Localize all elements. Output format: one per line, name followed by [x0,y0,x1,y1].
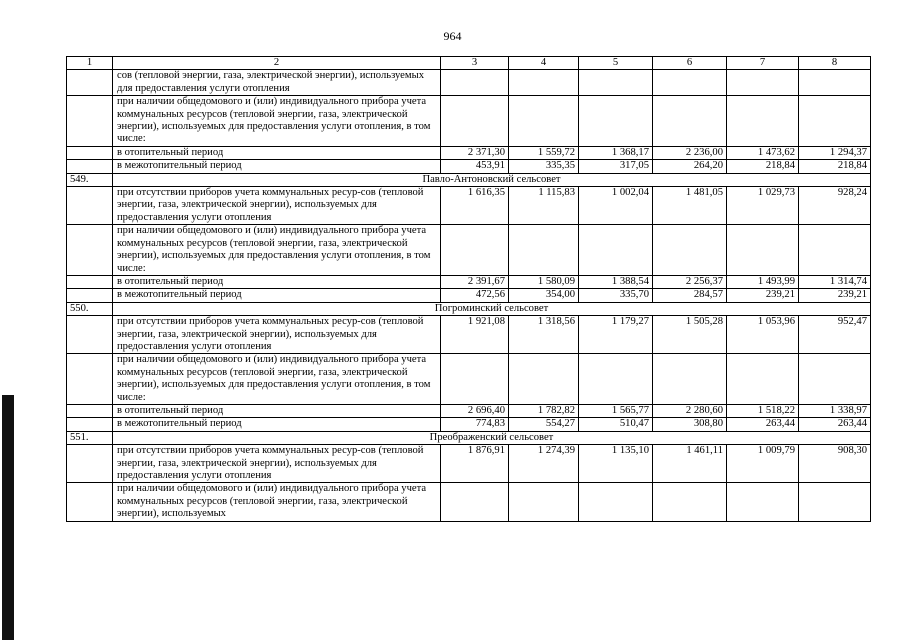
row-description: в межотопительный период [113,289,441,302]
value-cell: 1 493,99 [727,275,799,288]
table-row [67,225,871,276]
section-header-row [67,431,871,444]
table-row [67,418,871,431]
value-cell: 1 473,62 [727,146,799,159]
value-cell: 1 518,22 [727,404,799,417]
row-description: при наличии общедомового и (или) индивидуального прибора учета коммунальных ресурсов (тепловой энергии, газа, электрической энергии), используемых для предоставления услуги отопления, в том числе: [113,96,441,147]
col-header-5: 5 [579,57,653,70]
value-cell: 1 009,79 [727,445,799,483]
value-cell: 453,91 [441,160,509,173]
value-cell: 1 294,37 [799,146,871,159]
tariff-table [66,56,871,522]
value-cell: 1 314,74 [799,275,871,288]
value-cell: 264,20 [653,160,727,173]
value-cell: 1 053,96 [727,316,799,354]
section-header-row [67,302,871,315]
value-cell: 239,21 [799,289,871,302]
value-cell: 952,47 [799,316,871,354]
page-number: 964 [443,29,462,43]
value-cell: 1 274,39 [509,445,579,483]
row-description: при наличии общедомового и (или) индивидуального прибора учета коммунальных ресурсов (тепловой энергии, газа, электрической энергии), используемых для предоставления услуги отопления, в том числе: [113,225,441,276]
col-header-6: 6 [653,57,727,70]
value-cell: 1 876,91 [441,445,509,483]
row-description: в межотопительный период [113,418,441,431]
value-cell: 218,84 [799,160,871,173]
section-title: Погроминский сельсовет [113,302,871,315]
row-description: сов (тепловой энергии, газа, электрической энергии), используемых для предоставления услуги отопления [113,70,441,96]
scan-edge-shadow [2,395,14,640]
table-row [67,289,871,302]
value-cell: 354,00 [509,289,579,302]
section-number: 551. [67,431,113,444]
row-description: при наличии общедомового и (или) индивидуального прибора учета коммунальных ресурсов (тепловой энергии, газа, электрической энергии), используемых [113,483,441,521]
table-row [67,483,871,521]
column-number-row [67,57,871,70]
col-header-3: 3 [441,57,509,70]
value-cell: 1 179,27 [579,316,653,354]
value-cell: 908,30 [799,445,871,483]
value-cell: 1 461,11 [653,445,727,483]
value-cell: 239,21 [727,289,799,302]
value-cell: 2 371,30 [441,146,509,159]
value-cell: 1 115,83 [509,187,579,225]
value-cell: 335,70 [579,289,653,302]
table-row [67,146,871,159]
value-cell: 263,44 [727,418,799,431]
value-cell: 284,57 [653,289,727,302]
value-cell: 1 616,35 [441,187,509,225]
col-header-1: 1 [67,57,113,70]
row-description: в отопительный период [113,275,441,288]
value-cell: 774,83 [441,418,509,431]
table-row [67,187,871,225]
value-cell: 510,47 [579,418,653,431]
row-description: при наличии общедомового и (или) индивидуального прибора учета коммунальных ресурсов (тепловой энергии, газа, электрической энергии), используемых для предоставления услуги отопления, в том числе: [113,354,441,405]
section-title: Преображенский сельсовет [113,431,871,444]
value-cell: 1 338,97 [799,404,871,417]
value-cell: 2 391,67 [441,275,509,288]
value-cell: 1 368,17 [579,146,653,159]
value-cell: 317,05 [579,160,653,173]
value-cell: 2 696,40 [441,404,509,417]
value-cell: 263,44 [799,418,871,431]
value-cell: 1 002,04 [579,187,653,225]
value-cell: 335,35 [509,160,579,173]
table-row [67,316,871,354]
value-cell: 1 135,10 [579,445,653,483]
section-title: Павло-Антоновский сельсовет [113,173,871,186]
table-row [67,275,871,288]
value-cell: 1 565,77 [579,404,653,417]
col-header-8: 8 [799,57,871,70]
value-cell: 1 318,56 [509,316,579,354]
value-cell: 1 580,09 [509,275,579,288]
col-header-7: 7 [727,57,799,70]
row-description: при отсутствии приборов учета коммунальных ресур-сов (тепловой энергии, газа, электрической энергии), используемых для предоставления услуги отопления [113,316,441,354]
table-row [67,96,871,147]
value-cell: 1 029,73 [727,187,799,225]
value-cell: 1 921,08 [441,316,509,354]
section-number: 549. [67,173,113,186]
value-cell: 472,56 [441,289,509,302]
section-header-row [67,173,871,186]
value-cell: 2 236,00 [653,146,727,159]
table-row [67,354,871,405]
col-header-4: 4 [509,57,579,70]
table-row [67,404,871,417]
row-description: при отсутствии приборов учета коммунальных ресур-сов (тепловой энергии, газа, электрической энергии), используемых для предоставления услуги отопления [113,187,441,225]
table-row [67,70,871,96]
value-cell: 928,24 [799,187,871,225]
col-header-2: 2 [113,57,441,70]
value-cell: 308,80 [653,418,727,431]
row-description: при отсутствии приборов учета коммунальных ресур-сов (тепловой энергии, газа, электрической энергии), используемых для предоставления услуги отопления [113,445,441,483]
row-description: в межотопительный период [113,160,441,173]
row-description: в отопительный период [113,146,441,159]
table-row [67,445,871,483]
value-cell: 1 481,05 [653,187,727,225]
value-cell: 218,84 [727,160,799,173]
value-cell: 1 782,82 [509,404,579,417]
value-cell: 554,27 [509,418,579,431]
value-cell: 2 256,37 [653,275,727,288]
value-cell: 1 505,28 [653,316,727,354]
row-description: в отопительный период [113,404,441,417]
section-number: 550. [67,302,113,315]
value-cell: 1 388,54 [579,275,653,288]
value-cell: 1 559,72 [509,146,579,159]
value-cell: 2 280,60 [653,404,727,417]
table-row [67,160,871,173]
